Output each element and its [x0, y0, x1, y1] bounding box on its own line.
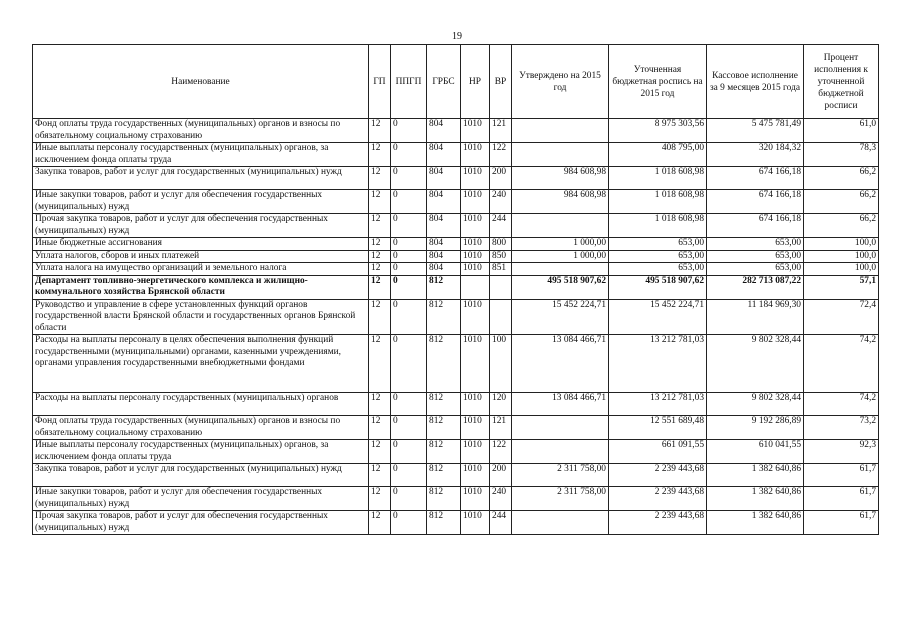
cell-grbs: 804 — [427, 190, 461, 214]
cell-name: Руководство и управление в сфере установленных функций органов государственной власти Брянской области и государственных органов Брянской области — [33, 299, 369, 335]
cell-approved — [512, 143, 609, 167]
cell-nr: 1010 — [461, 440, 490, 464]
cell-ppgp: 0 — [391, 487, 427, 511]
cell-gp: 12 — [369, 214, 391, 238]
cell-nr: 1010 — [461, 335, 490, 393]
cell-percent: 61,7 — [804, 464, 879, 487]
cell-ppgp: 0 — [391, 464, 427, 487]
cell-gp: 12 — [369, 464, 391, 487]
cell-cash: 9 802 328,44 — [707, 393, 804, 416]
cell-name: Уплата налога на имущество организаций и земельного налога — [33, 263, 369, 276]
cell-cash: 1 382 640,86 — [707, 464, 804, 487]
cell-percent: 74,2 — [804, 335, 879, 393]
cell-name: Закупка товаров, работ и услуг для государственных (муниципальных) нужд — [33, 464, 369, 487]
cell-refined: 408 795,00 — [609, 143, 707, 167]
cell-vr: 121 — [490, 119, 512, 143]
cell-approved: 984 608,98 — [512, 190, 609, 214]
header-name: Наименование — [33, 45, 369, 119]
cell-refined: 1 018 608,98 — [609, 214, 707, 238]
cell-name: Прочая закупка товаров, работ и услуг для обеспечения государственных (муниципальных) нужд — [33, 214, 369, 238]
cell-nr: 1010 — [461, 214, 490, 238]
table-row — [33, 335, 879, 393]
cell-grbs: 812 — [427, 393, 461, 416]
table-row — [33, 190, 879, 214]
cell-vr: 851 — [490, 263, 512, 276]
cell-percent: 100,0 — [804, 250, 879, 263]
cell-ppgp: 0 — [391, 238, 427, 251]
cell-vr: 200 — [490, 167, 512, 190]
cell-name: Уплата налогов, сборов и иных платежей — [33, 250, 369, 263]
cell-gp: 12 — [369, 119, 391, 143]
cell-approved: 2 311 758,00 — [512, 487, 609, 511]
cell-nr: 1010 — [461, 416, 490, 440]
cell-ppgp: 0 — [391, 335, 427, 393]
cell-gp: 12 — [369, 299, 391, 335]
cell-name: Иные закупки товаров, работ и услуг для обеспечения государственных (муниципальных) нужд — [33, 487, 369, 511]
cell-name: Иные выплаты персоналу государственных (муниципальных) органов, за исключением фонда оплаты труда — [33, 143, 369, 167]
cell-name: Расходы на выплаты персоналу государственных (муниципальных) органов — [33, 393, 369, 416]
cell-refined: 1 018 608,98 — [609, 167, 707, 190]
cell-grbs: 804 — [427, 214, 461, 238]
cell-refined: 495 518 907,62 — [609, 275, 707, 299]
cell-refined: 653,00 — [609, 238, 707, 251]
cell-ppgp: 0 — [391, 214, 427, 238]
cell-cash: 5 475 781,49 — [707, 119, 804, 143]
cell-gp: 12 — [369, 487, 391, 511]
cell-nr: 1010 — [461, 299, 490, 335]
table-row — [33, 299, 879, 335]
cell-vr: 122 — [490, 143, 512, 167]
cell-ppgp: 0 — [391, 263, 427, 276]
cell-refined: 653,00 — [609, 250, 707, 263]
cell-percent: 57,1 — [804, 275, 879, 299]
cell-gp: 12 — [369, 393, 391, 416]
cell-ppgp: 0 — [391, 275, 427, 299]
cell-nr: 1010 — [461, 143, 490, 167]
table-row — [33, 440, 879, 464]
cell-refined: 12 551 689,48 — [609, 416, 707, 440]
cell-approved — [512, 214, 609, 238]
cell-grbs: 812 — [427, 299, 461, 335]
header-row — [33, 45, 879, 119]
cell-nr: 1010 — [461, 119, 490, 143]
cell-approved: 2 311 758,00 — [512, 464, 609, 487]
cell-ppgp: 0 — [391, 416, 427, 440]
header-refined: Уточненная бюджетная роспись на 2015 год — [609, 45, 707, 119]
table-row — [33, 487, 879, 511]
cell-gp: 12 — [369, 275, 391, 299]
cell-nr: 1010 — [461, 393, 490, 416]
cell-nr: 1010 — [461, 238, 490, 251]
cell-nr: 1010 — [461, 464, 490, 487]
cell-refined: 2 239 443,68 — [609, 464, 707, 487]
cell-grbs: 812 — [427, 335, 461, 393]
cell-refined: 661 091,55 — [609, 440, 707, 464]
table-row — [33, 214, 879, 238]
header-gp: ГП — [369, 45, 391, 119]
header-grbs: ГРБС — [427, 45, 461, 119]
cell-percent: 73,2 — [804, 416, 879, 440]
cell-cash: 653,00 — [707, 238, 804, 251]
table-row — [33, 416, 879, 440]
cell-cash: 610 041,55 — [707, 440, 804, 464]
table-row — [33, 238, 879, 251]
cell-grbs: 804 — [427, 263, 461, 276]
table-row — [33, 250, 879, 263]
cell-percent: 61,0 — [804, 119, 879, 143]
cell-name: Иные выплаты персоналу государственных (муниципальных) органов, за исключением фонда оплаты труда — [33, 440, 369, 464]
cell-name: Фонд оплаты труда государственных (муниципальных) органов и взносы по обязательному социальному страхованию — [33, 119, 369, 143]
cell-percent: 66,2 — [804, 214, 879, 238]
cell-percent: 100,0 — [804, 263, 879, 276]
cell-vr: 244 — [490, 511, 512, 535]
cell-ppgp: 0 — [391, 190, 427, 214]
cell-grbs: 812 — [427, 275, 461, 299]
cell-approved — [512, 440, 609, 464]
cell-cash: 653,00 — [707, 250, 804, 263]
cell-ppgp: 0 — [391, 143, 427, 167]
table-row — [33, 263, 879, 276]
cell-vr — [490, 299, 512, 335]
cell-percent: 66,2 — [804, 167, 879, 190]
cell-cash: 674 166,18 — [707, 190, 804, 214]
cell-name: Департамент топливно-энергетического комплекса и жилищно-коммунального хозяйства Брянской области — [33, 275, 369, 299]
cell-grbs: 804 — [427, 250, 461, 263]
cell-nr: 1010 — [461, 263, 490, 276]
cell-refined: 8 975 303,56 — [609, 119, 707, 143]
cell-cash: 11 184 969,30 — [707, 299, 804, 335]
cell-cash: 1 382 640,86 — [707, 511, 804, 535]
cell-approved — [512, 119, 609, 143]
cell-approved — [512, 511, 609, 535]
table-row — [33, 167, 879, 190]
cell-ppgp: 0 — [391, 511, 427, 535]
cell-approved: 1 000,00 — [512, 238, 609, 251]
cell-grbs: 812 — [427, 487, 461, 511]
cell-vr: 240 — [490, 487, 512, 511]
cell-gp: 12 — [369, 263, 391, 276]
header-vr: ВР — [490, 45, 512, 119]
cell-cash: 9 192 286,89 — [707, 416, 804, 440]
cell-nr: 1010 — [461, 511, 490, 535]
cell-gp: 12 — [369, 440, 391, 464]
header-cash: Кассовое исполнение за 9 месяцев 2015 года — [707, 45, 804, 119]
cell-approved: 495 518 907,62 — [512, 275, 609, 299]
cell-percent: 78,3 — [804, 143, 879, 167]
cell-grbs: 804 — [427, 143, 461, 167]
cell-cash: 674 166,18 — [707, 167, 804, 190]
cell-name: Расходы на выплаты персоналу в целях обеспечения выполнения функций государственными (муниципальными) органами, казенными учреждениями, органами управления государственными внебюджетными фондами — [33, 335, 369, 393]
cell-ppgp: 0 — [391, 440, 427, 464]
page-number: 19 — [452, 31, 462, 42]
cell-grbs: 812 — [427, 511, 461, 535]
cell-refined: 13 212 781,03 — [609, 393, 707, 416]
table-body — [33, 119, 879, 535]
cell-approved: 15 452 224,71 — [512, 299, 609, 335]
cell-vr: 121 — [490, 416, 512, 440]
header-ppgp: ППГП — [391, 45, 427, 119]
cell-grbs: 804 — [427, 238, 461, 251]
cell-refined: 653,00 — [609, 263, 707, 276]
cell-refined: 15 452 224,71 — [609, 299, 707, 335]
cell-gp: 12 — [369, 190, 391, 214]
cell-name: Прочая закупка товаров, работ и услуг для обеспечения государственных (муниципальных) нужд — [33, 511, 369, 535]
cell-grbs: 804 — [427, 167, 461, 190]
table-row — [33, 275, 879, 299]
header-percent: Процент исполнения к уточненной бюджетной росписи — [804, 45, 879, 119]
cell-cash: 9 802 328,44 — [707, 335, 804, 393]
cell-nr — [461, 275, 490, 299]
cell-percent: 61,7 — [804, 487, 879, 511]
table-row — [33, 119, 879, 143]
cell-cash: 1 382 640,86 — [707, 487, 804, 511]
cell-percent: 74,2 — [804, 393, 879, 416]
cell-refined: 1 018 608,98 — [609, 190, 707, 214]
cell-ppgp: 0 — [391, 250, 427, 263]
header-approved: Утверждено на 2015 год — [512, 45, 609, 119]
table-row — [33, 511, 879, 535]
table-row — [33, 464, 879, 487]
cell-percent: 100,0 — [804, 238, 879, 251]
cell-vr: 800 — [490, 238, 512, 251]
header-nr: НР — [461, 45, 490, 119]
cell-gp: 12 — [369, 250, 391, 263]
cell-vr: 240 — [490, 190, 512, 214]
cell-nr: 1010 — [461, 250, 490, 263]
cell-approved — [512, 416, 609, 440]
cell-name: Фонд оплаты труда государственных (муниципальных) органов и взносы по обязательному социальному страхованию — [33, 416, 369, 440]
cell-approved: 1 000,00 — [512, 250, 609, 263]
cell-cash: 320 184,32 — [707, 143, 804, 167]
cell-grbs: 812 — [427, 464, 461, 487]
cell-gp: 12 — [369, 167, 391, 190]
cell-percent: 61,7 — [804, 511, 879, 535]
cell-ppgp: 0 — [391, 119, 427, 143]
cell-gp: 12 — [369, 335, 391, 393]
budget-execution-table — [32, 44, 879, 535]
cell-ppgp: 0 — [391, 167, 427, 190]
cell-gp: 12 — [369, 416, 391, 440]
cell-ppgp: 0 — [391, 393, 427, 416]
cell-vr: 122 — [490, 440, 512, 464]
table-row — [33, 393, 879, 416]
cell-cash: 653,00 — [707, 263, 804, 276]
table-row — [33, 143, 879, 167]
cell-refined: 2 239 443,68 — [609, 511, 707, 535]
cell-ppgp: 0 — [391, 299, 427, 335]
cell-refined: 13 212 781,03 — [609, 335, 707, 393]
cell-nr: 1010 — [461, 190, 490, 214]
cell-vr: 244 — [490, 214, 512, 238]
cell-approved: 984 608,98 — [512, 167, 609, 190]
cell-approved: 13 084 466,71 — [512, 335, 609, 393]
cell-vr: 100 — [490, 335, 512, 393]
cell-refined: 2 239 443,68 — [609, 487, 707, 511]
cell-gp: 12 — [369, 143, 391, 167]
cell-vr: 120 — [490, 393, 512, 416]
cell-vr: 850 — [490, 250, 512, 263]
cell-gp: 12 — [369, 238, 391, 251]
cell-grbs: 812 — [427, 440, 461, 464]
cell-approved: 13 084 466,71 — [512, 393, 609, 416]
cell-grbs: 804 — [427, 119, 461, 143]
cell-approved — [512, 263, 609, 276]
cell-nr: 1010 — [461, 167, 490, 190]
cell-nr: 1010 — [461, 487, 490, 511]
cell-vr — [490, 275, 512, 299]
cell-grbs: 812 — [427, 416, 461, 440]
cell-name: Иные закупки товаров, работ и услуг для обеспечения государственных (муниципальных) нужд — [33, 190, 369, 214]
cell-percent: 72,4 — [804, 299, 879, 335]
cell-vr: 200 — [490, 464, 512, 487]
cell-percent: 66,2 — [804, 190, 879, 214]
cell-cash: 674 166,18 — [707, 214, 804, 238]
cell-name: Иные бюджетные ассигнования — [33, 238, 369, 251]
cell-name: Закупка товаров, работ и услуг для государственных (муниципальных) нужд — [33, 167, 369, 190]
cell-cash: 282 713 087,22 — [707, 275, 804, 299]
cell-percent: 92,3 — [804, 440, 879, 464]
cell-gp: 12 — [369, 511, 391, 535]
